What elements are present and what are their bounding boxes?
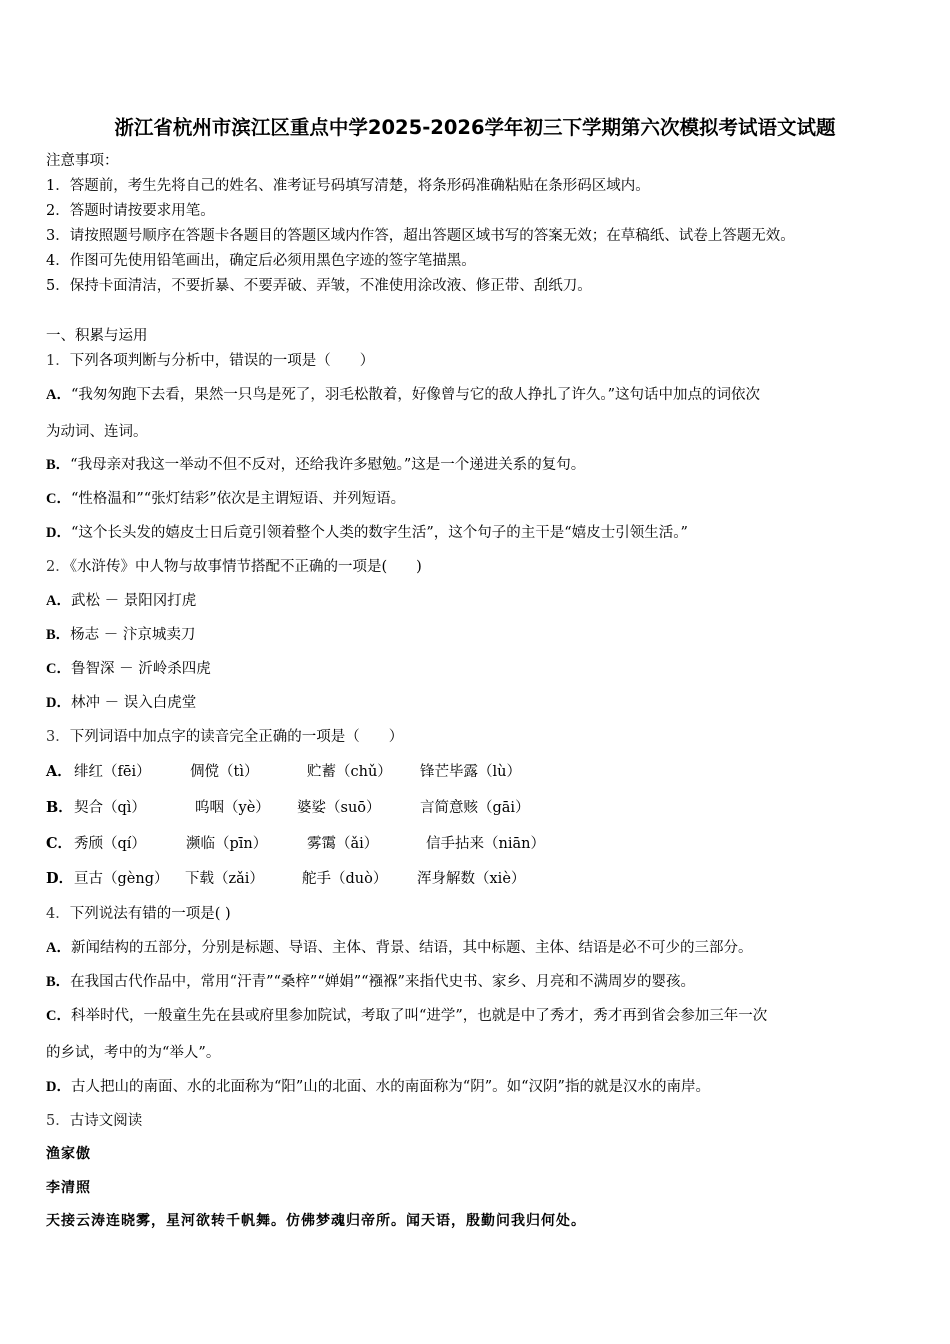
option-label: B． <box>46 799 73 816</box>
poem-title: 渔家傲 <box>46 1146 91 1162</box>
q1-option-a-cont: 为动词、连词。 <box>46 424 148 440</box>
question-5 <box>46 1112 142 1130</box>
option-label: A． <box>46 940 71 956</box>
page-title: 浙江省杭州市滨江区重点中学2025-2026学年初三下学期第六次模拟考试语文试题 <box>114 116 836 139</box>
option-text: 杨志 － 汴京城卖刀 <box>70 627 196 643</box>
section-heading: 一、积累与运用 <box>46 328 148 344</box>
question-2 <box>46 558 422 576</box>
option-cell: 贮蓄（chǔ） <box>307 764 392 780</box>
q1-option-a <box>46 386 760 404</box>
option-cell: 舵手（duò） <box>302 871 388 887</box>
q2-option-c <box>46 660 211 678</box>
option-label: D． <box>46 1079 71 1095</box>
question-4 <box>46 905 231 923</box>
question-number: 4． <box>46 906 70 922</box>
question-stem: 《水浒传》中人物与故事情节搭配不正确的一项是( ) <box>69 559 422 575</box>
option-text: “我母亲对我这一举动不但不反对，还给我许多慰勉。”这是一个递进关系的复句。 <box>70 457 586 473</box>
question-stem: 古诗文阅读 <box>69 1113 143 1129</box>
q1-option-d <box>46 524 688 542</box>
q4-option-a <box>46 939 752 957</box>
option-cell: 锋芒毕露（lù） <box>420 764 521 780</box>
option-text: 新闻结构的五部分，分别是标题、导语、主体、背景、结语，其中标题、主体、结语是必不可少的三部分。 <box>70 940 753 956</box>
option-cell: 倜傥（tì） <box>190 764 259 780</box>
option-cell: 绯红（fēi） <box>74 764 151 780</box>
option-cell: 濒临（pīn） <box>186 836 268 852</box>
q4-option-b <box>46 973 695 991</box>
notice-item-2: 2．答题时请按要求用笔。 <box>46 203 215 219</box>
option-label: C． <box>46 491 71 507</box>
option-cell: 契合（qì） <box>74 800 146 816</box>
question-stem: 下列各项判断与分析中，错误的一项是（ ） <box>69 353 375 369</box>
option-text: 科举时代，一般童生先在县或府里参加院试，考取了叫“进学”，也就是中了秀才，秀才再到省会参加三年一次 <box>70 1008 768 1024</box>
notice-item-4: 4．作图可先使用铅笔画出，确定后必须用黑色字迹的签字笔描黑。 <box>46 253 476 269</box>
option-cell: 雾霭（ǎi） <box>307 836 379 852</box>
option-label: C． <box>46 835 73 852</box>
notice-item-5: 5．保持卡面清洁，不要折暴、不要弄破、弄皱，不准使用涂改液、修正带、刮纸刀。 <box>46 278 592 294</box>
option-text: “性格温和”“张灯结彩”依次是主谓短语、并列短语。 <box>70 491 406 507</box>
question-number: 5． <box>46 1113 70 1129</box>
option-text: 林冲 － 误入白虎堂 <box>70 695 197 711</box>
question-stem: 下列说法有错的一项是( ) <box>69 906 231 922</box>
option-cell: 呜咽（yè） <box>195 800 270 816</box>
option-cell: 婆娑（suō） <box>297 800 381 816</box>
q1-option-c <box>46 490 405 508</box>
question-1 <box>46 352 374 370</box>
q2-option-a <box>46 592 196 610</box>
option-label: A． <box>46 763 72 780</box>
option-label: D． <box>46 695 71 711</box>
option-cell: 信手拈来（niān） <box>426 836 545 852</box>
option-cell: 言简意赅（gāi） <box>420 800 530 816</box>
option-text: 鲁智深 － 沂岭杀四虎 <box>70 661 211 677</box>
poem-author: 李清照 <box>46 1180 91 1196</box>
q1-option-b <box>46 456 585 474</box>
option-text: “我匆匆跑下去看，果然一只鸟是死了，羽毛松散着，好像曾与它的敌人挣扎了许久。”这句话中加点的词依次 <box>70 387 761 403</box>
option-text: “这个长头发的嬉皮士日后竟引领着整个人类的数字生活”，这个句子的主干是“嬉皮士引领生活。” <box>70 525 688 541</box>
question-number: 3． <box>46 729 70 745</box>
question-3 <box>46 728 403 746</box>
question-stem: 下列词语中加点字的读音完全正确的一项是（ ） <box>69 729 404 745</box>
option-text: 古人把山的南面、水的北面称为“阳”山的北面、水的南面称为“阴”。如“汉阴”指的就是汉水的南岸。 <box>70 1079 710 1095</box>
notice-item-1: 1．答题前，考生先将自己的姓名、准考证号码填写清楚，将条形码准确粘贴在条形码区域内。 <box>46 178 650 194</box>
q4-option-d <box>46 1078 710 1096</box>
question-number: 2． <box>46 559 70 575</box>
option-label: D． <box>46 525 71 541</box>
q4-option-c <box>46 1007 767 1025</box>
option-label: A． <box>46 593 71 609</box>
q4-option-c-cont: 的乡试，考中的为“举人”。 <box>46 1045 221 1061</box>
option-cell: 下载（zǎi） <box>185 871 264 887</box>
option-label: A． <box>46 387 71 403</box>
option-text: 武松 － 景阳冈打虎 <box>70 593 197 609</box>
question-number: 1． <box>46 353 70 369</box>
option-cell: 亘古（gèng） <box>74 871 169 887</box>
option-cell: 浑身解数（xiè） <box>417 871 526 887</box>
option-label: D． <box>46 870 74 887</box>
option-text: 在我国古代作品中，常用“汗青”“桑梓”“婵娟”“襁褓”来指代史书、家乡、月亮和不满周岁的婴孩。 <box>70 974 695 990</box>
notice-heading: 注意事项： <box>46 153 119 169</box>
option-cell: 秀颀（qí） <box>74 836 146 852</box>
q2-option-b <box>46 626 195 644</box>
option-label: B． <box>46 627 71 643</box>
option-label: C． <box>46 661 71 677</box>
poem-line-1: 天接云涛连晓雾，星河欲转千帆舞。仿佛梦魂归帝所。闻天语，殷勤问我归何处。 <box>46 1213 586 1229</box>
q2-option-d <box>46 694 196 712</box>
option-label: C． <box>46 1008 71 1024</box>
option-label: B． <box>46 457 71 473</box>
notice-item-3: 3．请按照题号顺序在答题卡各题目的答题区域内作答，超出答题区域书写的答案无效；在草稿纸、试卷上答题无效。 <box>46 228 795 244</box>
option-label: B． <box>46 974 71 990</box>
